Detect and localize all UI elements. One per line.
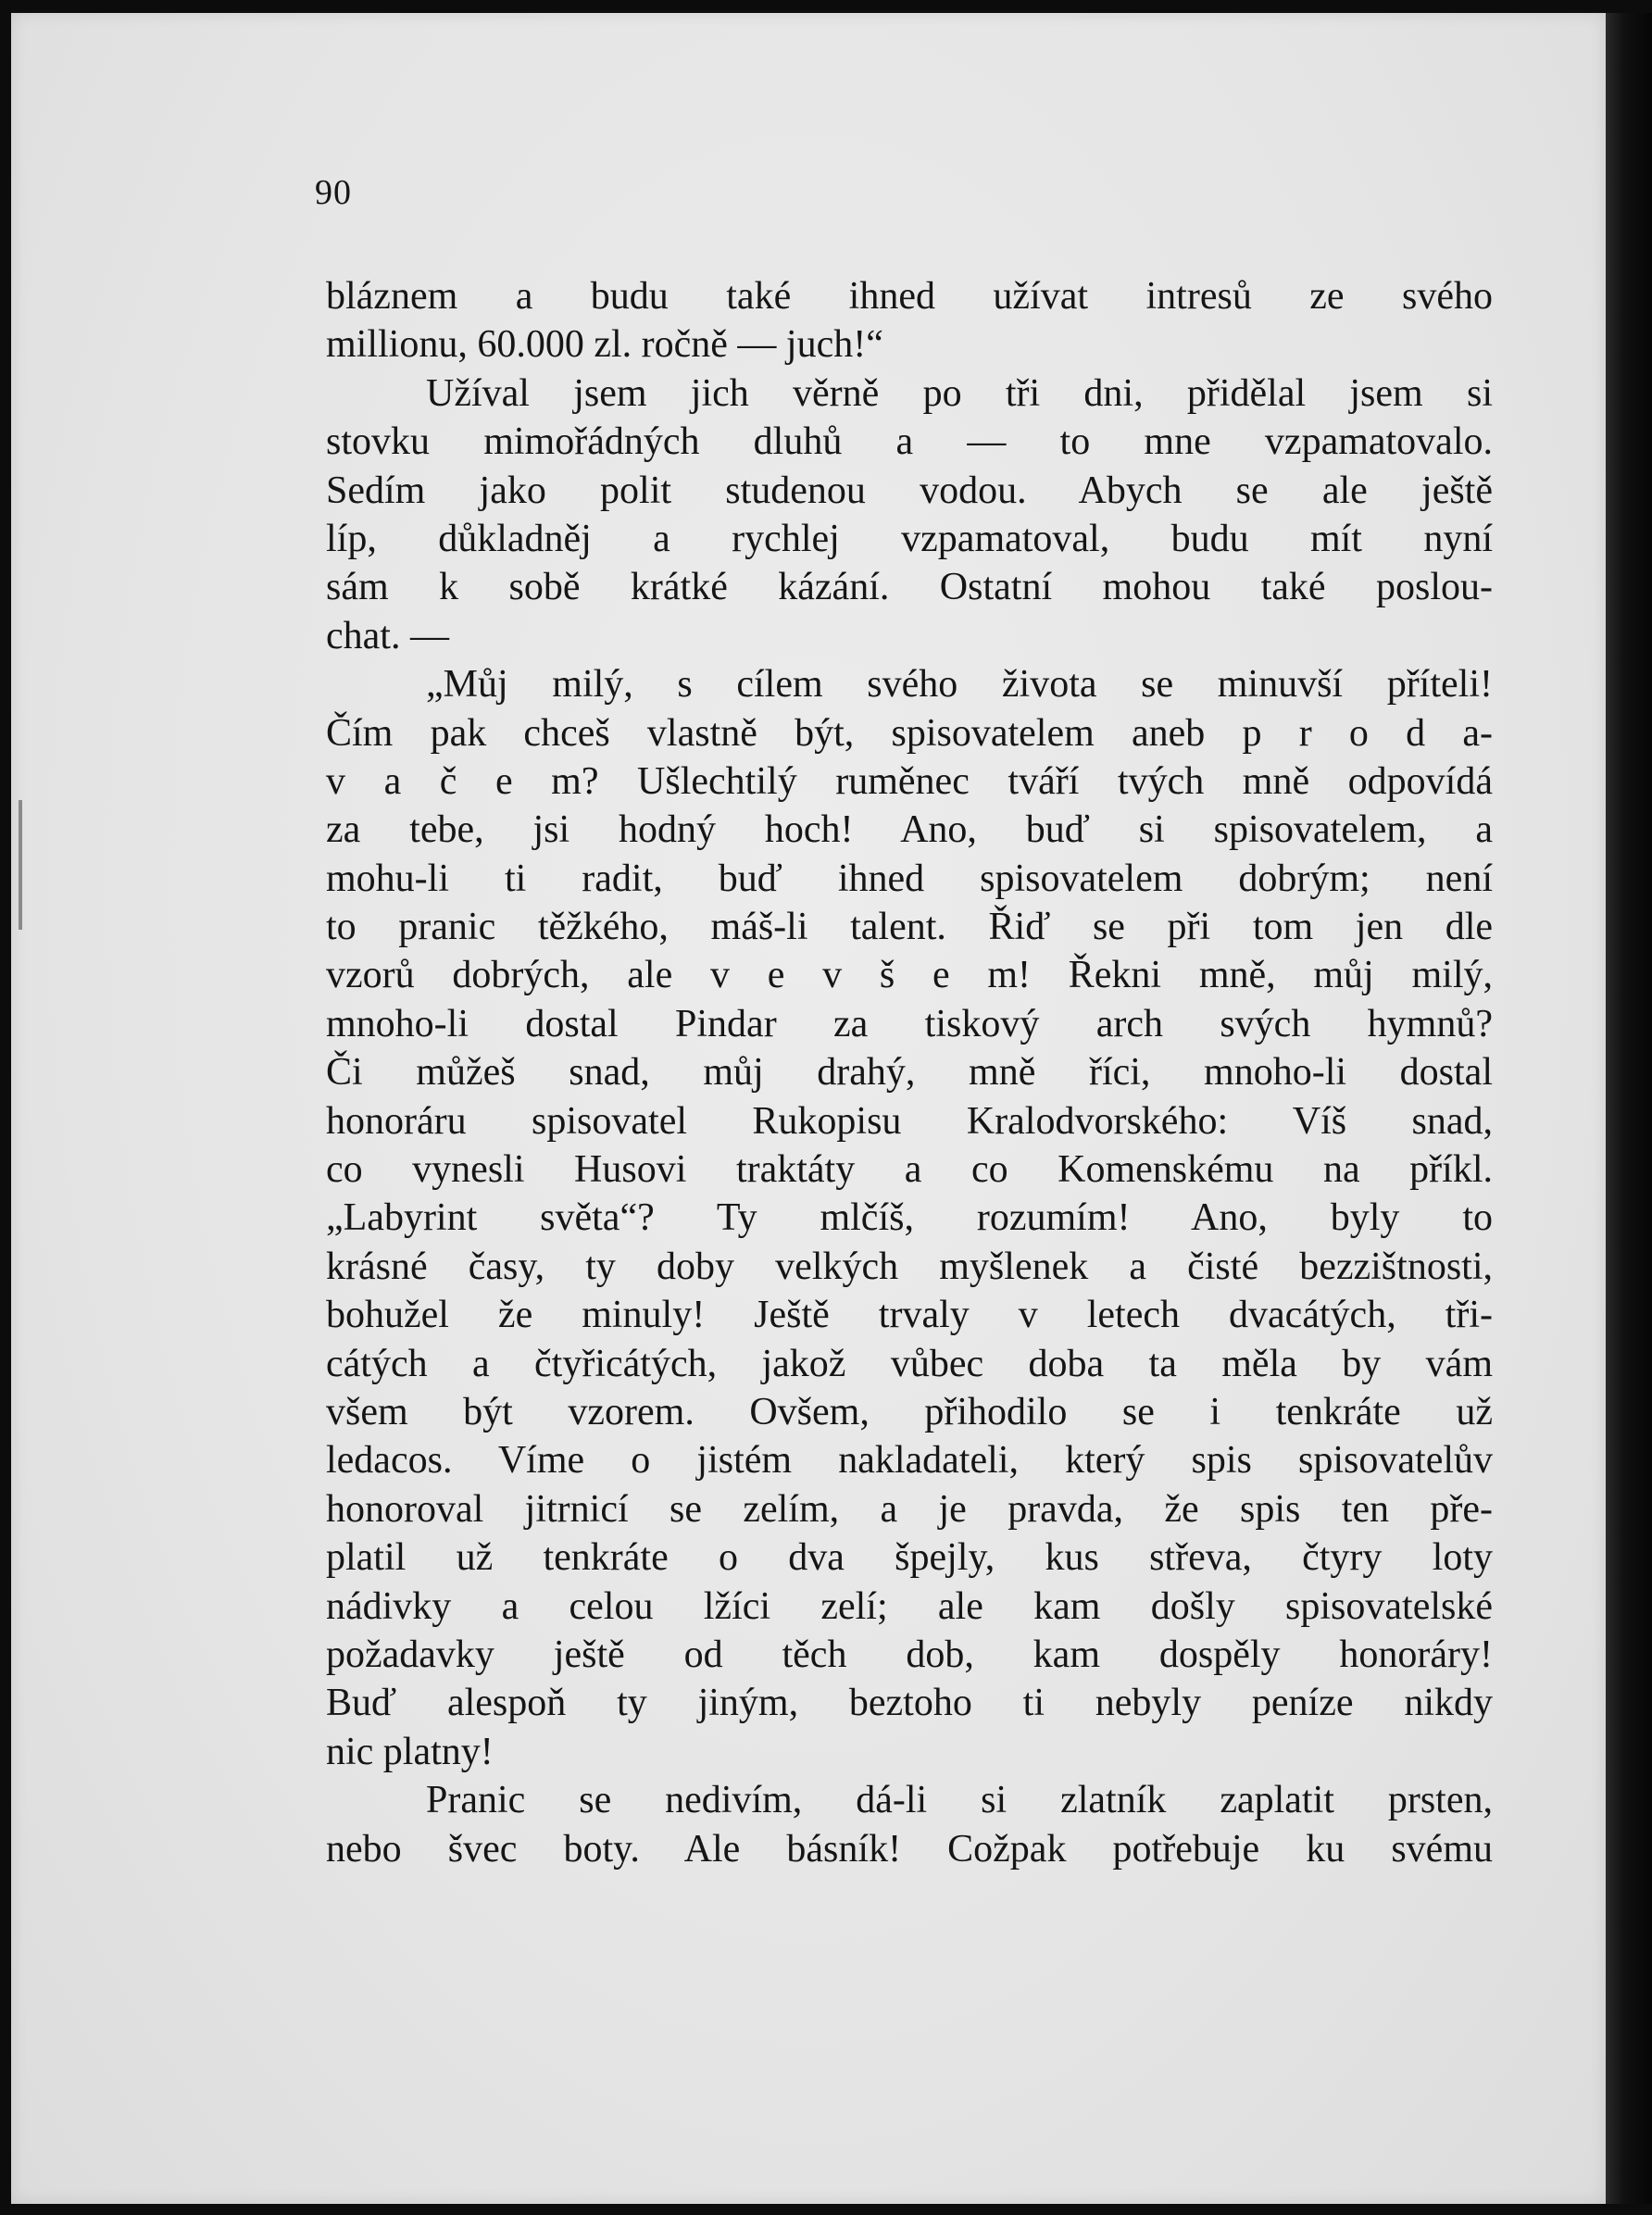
text-line: Či můžeš snad, můj drahý, mně říci, mnoho-li dostal [326,1051,1493,1095]
page-number: 90 [315,173,352,212]
text-line: sám k sobě krátké kázání. Ostatní mohou také poslou- [326,566,1493,609]
text-line: Čím pak chceš vlastně být, spisovatelem aneb p r o d a- [326,711,1493,755]
text-line: platil už tenkráte o dva špejly, kus střeva, čtyry loty [326,1536,1493,1580]
text-line: stovku mimořádných dluhů a — to mne vzpamatovalo. [326,420,1493,464]
text-line: nádivky a celou lžíci zelí; ale kam došly spisovatelské [326,1584,1493,1628]
text-line: Pranic se nedivím, dá-li si zlatník zaplatit prsten, [426,1779,1493,1822]
text-line: cátých a čtyřicátých, jakož vůbec doba ta měla by vám [326,1342,1493,1385]
text-line: krásné časy, ty doby velkých myšlenek a čisté bezzištnosti, [326,1245,1493,1288]
text-line: millionu, 60.000 zl. ročně — juch!“ [326,323,883,367]
text-line: co vynesli Husovi traktáty a co Komenskému na příkl. [326,1148,1493,1192]
text-line: „Labyrint světa“? Ty mlčíš, rozumím! Ano, byly to [326,1196,1493,1240]
text-line: mohu-li ti radit, buď ihned spisovatelem dobrým; není [326,857,1493,900]
text-line: za tebe, jsi hodný hoch! Ano, buď si spisovatelem, a [326,808,1493,852]
text-line: všem být vzorem. Ovšem, přihodilo se i tenkráte už [326,1390,1493,1433]
text-line: Buď alespoň ty jiným, beztoho ti nebyly peníze nikdy [326,1682,1493,1725]
text-line: vzorů dobrých, ale v e v š e m! Řekni mně, můj milý, [326,954,1493,997]
text-line: bohužel že minuly! Ještě trvaly v letech dvacátých, tři- [326,1294,1493,1337]
text-line: to pranic těžkého, máš-li talent. Řiď se při tom jen dle [326,906,1493,949]
text-line: požadavky ještě od těch dob, kam dospěly honoráry! [326,1633,1493,1676]
book-spine-edge [1606,13,1652,2204]
text-line: mnoho-li dostal Pindar za tiskový arch svých hymnů? [326,1002,1493,1045]
body-text [326,272,1493,1873]
text-line: Sedím jako polit studenou vodou. Abych se ale ještě [326,469,1493,512]
text-line: „Můj milý, s cílem svého života se minuvší příteli! [426,663,1493,707]
text-line: chat. — [326,614,449,657]
text-line: nic platny! [326,1730,494,1773]
text-line: ledacos. Víme o jistém nakladateli, který spis spisovatelův [326,1439,1493,1483]
text-line: líp, důkladněj a rychlej vzpamatoval, budu mít nyní [326,517,1493,560]
text-line: honoráru spisovatel Rukopisu Kralodvorského: Víš snad, [326,1099,1493,1143]
margin-mark [19,800,22,930]
text-line: nebo švec boty. Ale básník! Cožpak potřebuje ku svému [326,1827,1493,1871]
text-line: Užíval jsem jich věrně po tři dni, přidělal jsem si [426,371,1493,415]
text-line: honoroval jitrnicí se zelím, a je pravda, že spis ten pře- [326,1487,1493,1531]
text-line: v a č e m? Ušlechtilý ruměnec tváří tvých mně odpovídá [326,759,1493,803]
text-line: bláznem a budu také ihned užívat intresů ze svého [326,275,1493,318]
